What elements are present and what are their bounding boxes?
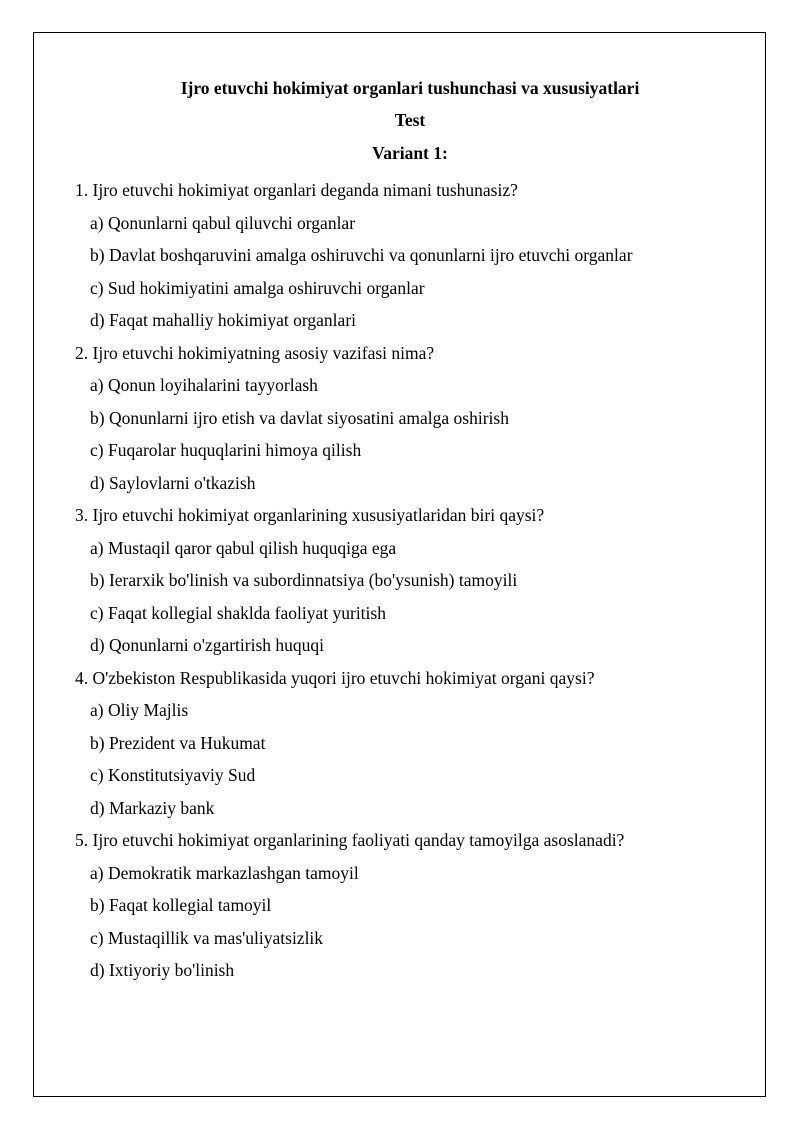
option-b: b) Prezident va Hukumat xyxy=(90,732,266,753)
option-a: a) Demokratik markazlashgan tamoyil xyxy=(90,862,359,883)
option-d: d) Markaziy bank xyxy=(90,797,215,818)
question-list xyxy=(75,174,755,987)
option-a: a) Qonunlarni qabul qiluvchi organlar xyxy=(90,212,356,233)
question-text: 5. Ijro etuvchi hokimiyat organlarining faoliyati qanday tamoyilga asoslanadi? xyxy=(75,830,625,850)
option-c: c) Faqat kollegial shaklda faoliyat yuritish xyxy=(90,602,386,623)
question-text: 3. Ijro etuvchi hokimiyat organlarining xususiyatlaridan biri qaysi? xyxy=(75,505,545,525)
option-c: c) Konstitutsiyaviy Sud xyxy=(90,765,256,785)
option-d: d) Ixtiyoriy bo'linish xyxy=(90,960,235,980)
option-b: b) Qonunlarni ijro etish va davlat siyosatini amalga oshirish xyxy=(90,407,509,428)
question-text: 1. Ijro etuvchi hokimiyat organlari deganda nimani tushunasiz? xyxy=(75,180,518,200)
question-4 xyxy=(75,662,755,825)
option-c: c) Mustaqillik va mas'uliyatsizlik xyxy=(90,927,324,948)
document-title: Ijro etuvchi hokimiyat organlari tushunchasi va xususiyatlari xyxy=(180,78,640,98)
option-c: c) Sud hokimiyatini amalga oshiruvchi organlar xyxy=(90,277,425,298)
option-b: b) Faqat kollegial tamoyil xyxy=(90,895,272,915)
question-1 xyxy=(75,174,755,337)
option-a: a) Qonun loyihalarini tayyorlash xyxy=(90,375,318,395)
option-a: a) Mustaqil qaror qabul qilish huquqiga ega xyxy=(90,537,397,558)
option-b: b) Davlat boshqaruvini amalga oshiruvchi va qonunlarni ijro etuvchi organlar xyxy=(90,245,633,265)
option-d: d) Faqat mahalliy hokimiyat organlari xyxy=(90,310,357,330)
document-subtitle: Test xyxy=(394,110,426,130)
question-text: 2. Ijro etuvchi hokimiyatning asosiy vazifasi nima? xyxy=(75,342,435,363)
variant-heading: Variant 1: xyxy=(372,143,448,163)
question-3 xyxy=(75,499,755,662)
question-text: 4. O'zbekiston Respublikasida yuqori ijro etuvchi hokimiyat organi qaysi? xyxy=(75,667,595,688)
question-5 xyxy=(75,824,755,987)
option-d: d) Qonunlarni o'zgartirish huquqi xyxy=(90,635,325,655)
option-c: c) Fuqarolar huquqlarini himoya qilish xyxy=(90,440,362,460)
question-2 xyxy=(75,337,755,500)
option-b: b) Ierarxik bo'linish va subordinnatsiya (bo'ysunish) tamoyili xyxy=(90,570,518,590)
option-a: a) Oliy Majlis xyxy=(90,700,189,720)
option-d: d) Saylovlarni o'tkazish xyxy=(90,472,256,493)
